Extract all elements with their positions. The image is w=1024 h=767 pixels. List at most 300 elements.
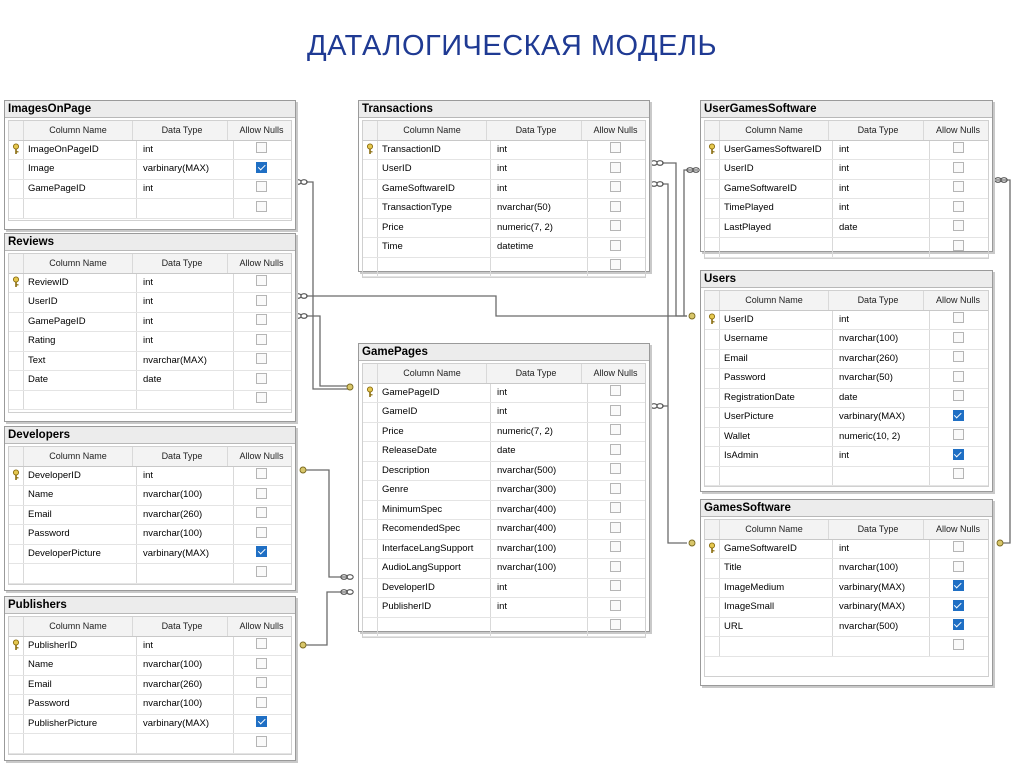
allow-nulls-checkbox[interactable] [610,483,621,494]
row-selector[interactable] [363,501,378,520]
column-name[interactable]: Text [24,352,137,371]
table-row[interactable] [705,350,988,370]
allow-nulls-checkbox[interactable] [953,162,964,173]
data-type[interactable]: varbinary(MAX) [137,715,234,734]
allow-nulls[interactable] [930,199,986,218]
column-name[interactable]: LastPlayed [720,219,833,238]
row-selector[interactable] [9,695,24,714]
table-row[interactable] [9,525,291,545]
column-name[interactable]: PublisherPicture [24,715,137,734]
allow-nulls-checkbox[interactable] [610,385,621,396]
column-name[interactable]: DeveloperID [378,579,491,598]
table-publishers[interactable] [4,596,296,761]
column-name[interactable]: TransactionType [378,199,491,218]
data-type[interactable]: int [137,141,234,160]
row-selector[interactable] [363,141,378,160]
allow-nulls[interactable] [930,311,986,330]
column-name[interactable]: DeveloperPicture [24,545,137,564]
column-name[interactable]: RegistrationDate [720,389,833,408]
column-name[interactable]: Name [24,656,137,675]
row-selector[interactable] [9,545,24,564]
table-row[interactable] [363,384,645,404]
column-name[interactable]: Name [24,486,137,505]
table-gamepages[interactable] [358,343,650,632]
allow-nulls[interactable] [930,428,986,447]
row-selector[interactable] [705,369,720,388]
allow-nulls[interactable] [588,579,643,598]
data-type[interactable] [833,637,930,656]
allow-nulls[interactable] [930,447,986,466]
table-row[interactable] [363,160,645,180]
allow-nulls-checkbox[interactable] [953,351,964,362]
table-row[interactable] [705,330,988,350]
allow-nulls-checkbox[interactable] [610,463,621,474]
column-name[interactable]: UserID [720,311,833,330]
row-selector[interactable] [705,199,720,218]
row-selector[interactable] [363,403,378,422]
table-row[interactable] [363,199,645,219]
data-type[interactable]: int [137,637,234,656]
row-selector[interactable] [9,676,24,695]
row-selector[interactable] [705,428,720,447]
data-type[interactable]: int [833,160,930,179]
allow-nulls-checkbox[interactable] [610,405,621,416]
allow-nulls-checkbox[interactable] [953,181,964,192]
allow-nulls[interactable] [588,403,643,422]
allow-nulls[interactable] [588,238,643,257]
table-row[interactable] [9,506,291,526]
allow-nulls[interactable] [930,559,986,578]
column-name[interactable]: ReviewID [24,274,137,293]
data-type[interactable]: nvarchar(100) [833,559,930,578]
allow-nulls[interactable] [234,160,289,179]
allow-nulls-checkbox[interactable] [953,429,964,440]
allow-nulls[interactable] [588,501,643,520]
table-row[interactable] [705,141,988,161]
table-row[interactable] [9,160,291,180]
table-gamessoftware[interactable] [700,499,993,686]
data-type[interactable]: int [491,598,588,617]
row-selector[interactable] [705,350,720,369]
data-type[interactable]: int [833,540,930,559]
allow-nulls[interactable] [234,352,289,371]
allow-nulls[interactable] [930,637,986,656]
data-type[interactable]: date [491,442,588,461]
column-name[interactable]: Email [24,506,137,525]
column-name[interactable] [720,467,833,486]
column-name[interactable] [720,637,833,656]
table-row[interactable] [363,180,645,200]
allow-nulls[interactable] [234,637,289,656]
data-type[interactable] [137,199,234,218]
column-name[interactable]: PublisherID [24,637,137,656]
row-selector[interactable] [705,311,720,330]
row-selector[interactable] [363,442,378,461]
table-row[interactable] [363,559,645,579]
allow-nulls[interactable] [588,618,643,637]
data-type[interactable]: int [137,313,234,332]
allow-nulls-checkbox[interactable] [610,162,621,173]
column-name[interactable]: GamePageID [378,384,491,403]
allow-nulls-checkbox[interactable] [256,566,267,577]
column-name[interactable]: UserID [720,160,833,179]
data-type[interactable] [491,618,588,637]
data-type[interactable]: int [137,332,234,351]
row-selector[interactable] [9,332,24,351]
allow-nulls[interactable] [588,520,643,539]
column-name[interactable] [24,564,137,583]
row-selector[interactable] [705,408,720,427]
column-name[interactable]: InterfaceLangSupport [378,540,491,559]
table-row[interactable] [363,579,645,599]
column-name[interactable]: ImageOnPageID [24,141,137,160]
allow-nulls-checkbox[interactable] [610,220,621,231]
allow-nulls[interactable] [588,540,643,559]
allow-nulls-checkbox[interactable] [610,181,621,192]
allow-nulls-checkbox[interactable] [610,240,621,251]
row-selector[interactable] [9,352,24,371]
row-selector[interactable] [9,160,24,179]
allow-nulls[interactable] [930,180,986,199]
row-selector[interactable] [705,579,720,598]
allow-nulls-checkbox[interactable] [610,259,621,270]
table-row[interactable] [9,695,291,715]
column-name[interactable] [720,238,833,257]
allow-nulls-checkbox[interactable] [256,677,267,688]
allow-nulls-checkbox[interactable] [953,619,964,630]
allow-nulls-checkbox[interactable] [953,600,964,611]
table-row[interactable] [9,274,291,294]
allow-nulls[interactable] [234,695,289,714]
table-row[interactable] [363,501,645,521]
data-type[interactable]: numeric(7, 2) [491,423,588,442]
allow-nulls-checkbox[interactable] [256,716,267,727]
column-name[interactable]: Price [378,423,491,442]
data-type[interactable] [833,238,930,257]
table-row[interactable] [705,180,988,200]
row-selector[interactable] [9,180,24,199]
table-row[interactable] [363,520,645,540]
allow-nulls-checkbox[interactable] [610,522,621,533]
allow-nulls[interactable] [588,199,643,218]
table-row[interactable] [363,481,645,501]
row-selector[interactable] [363,598,378,617]
row-selector[interactable] [363,559,378,578]
allow-nulls[interactable] [234,332,289,351]
allow-nulls-checkbox[interactable] [610,502,621,513]
table-title[interactable]: UserGamesSoftware [701,101,992,118]
data-type[interactable]: int [491,384,588,403]
allow-nulls[interactable] [930,160,986,179]
allow-nulls-checkbox[interactable] [256,314,267,325]
allow-nulls-checkbox[interactable] [953,312,964,323]
row-selector[interactable] [705,637,720,656]
allow-nulls-checkbox[interactable] [256,392,267,403]
table-row[interactable] [705,447,988,467]
data-type[interactable] [137,734,234,753]
allow-nulls-checkbox[interactable] [256,275,267,286]
allow-nulls-checkbox[interactable] [953,240,964,251]
table-row[interactable] [9,656,291,676]
row-selector[interactable] [363,219,378,238]
allow-nulls[interactable] [234,467,289,486]
allow-nulls[interactable] [234,676,289,695]
table-row[interactable] [363,258,645,278]
data-type[interactable]: nvarchar(260) [137,676,234,695]
table-row[interactable] [9,391,291,411]
table-row[interactable] [9,313,291,333]
data-type[interactable]: nvarchar(260) [137,506,234,525]
table-row[interactable] [9,545,291,565]
data-type[interactable]: nvarchar(100) [833,330,930,349]
column-name[interactable]: TransactionID [378,141,491,160]
allow-nulls[interactable] [234,715,289,734]
allow-nulls[interactable] [234,199,289,218]
allow-nulls-checkbox[interactable] [256,181,267,192]
row-selector[interactable] [705,540,720,559]
row-selector[interactable] [705,180,720,199]
column-name[interactable]: RecomendedSpec [378,520,491,539]
table-title[interactable]: ImagesOnPage [5,101,295,118]
column-name[interactable]: Title [720,559,833,578]
row-selector[interactable] [363,579,378,598]
allow-nulls[interactable] [588,180,643,199]
data-type[interactable]: int [491,180,588,199]
allow-nulls-checkbox[interactable] [256,658,267,669]
allow-nulls[interactable] [234,274,289,293]
allow-nulls[interactable] [234,293,289,312]
table-transactions[interactable] [358,100,650,272]
data-type[interactable]: nvarchar(100) [491,540,588,559]
allow-nulls[interactable] [588,559,643,578]
allow-nulls[interactable] [588,384,643,403]
table-row[interactable] [363,618,645,638]
column-name[interactable]: Password [24,525,137,544]
allow-nulls-checkbox[interactable] [953,468,964,479]
allow-nulls[interactable] [234,313,289,332]
column-name[interactable]: UserID [378,160,491,179]
data-type[interactable]: varbinary(MAX) [137,160,234,179]
allow-nulls-checkbox[interactable] [953,371,964,382]
data-type[interactable]: datetime [491,238,588,257]
row-selector[interactable] [705,238,720,257]
row-selector[interactable] [705,467,720,486]
allow-nulls-checkbox[interactable] [256,697,267,708]
data-type[interactable]: int [833,311,930,330]
table-row[interactable] [705,598,988,618]
row-selector[interactable] [705,447,720,466]
table-row[interactable] [705,311,988,331]
data-type[interactable]: nvarchar(100) [491,559,588,578]
allow-nulls[interactable] [234,506,289,525]
table-row[interactable] [705,199,988,219]
column-name[interactable] [24,391,137,410]
allow-nulls[interactable] [930,467,986,486]
table-row[interactable] [9,676,291,696]
data-type[interactable] [137,564,234,583]
allow-nulls-checkbox[interactable] [953,561,964,572]
table-row[interactable] [363,598,645,618]
data-type[interactable]: int [833,447,930,466]
column-name[interactable]: MinimumSpec [378,501,491,520]
row-selector[interactable] [9,141,24,160]
data-type[interactable] [137,391,234,410]
column-name[interactable]: Genre [378,481,491,500]
table-row[interactable] [9,715,291,735]
table-row[interactable] [705,540,988,560]
row-selector[interactable] [9,274,24,293]
table-row[interactable] [705,408,988,428]
column-name[interactable]: GamePageID [24,313,137,332]
row-selector[interactable] [705,598,720,617]
data-type[interactable]: nvarchar(300) [491,481,588,500]
row-selector[interactable] [363,238,378,257]
column-name[interactable]: GameID [378,403,491,422]
column-name[interactable]: UserGamesSoftwareID [720,141,833,160]
allow-nulls-checkbox[interactable] [256,507,267,518]
column-name[interactable]: UserID [24,293,137,312]
table-row[interactable] [705,467,988,487]
allow-nulls-checkbox[interactable] [953,580,964,591]
allow-nulls[interactable] [930,238,986,257]
column-name[interactable]: ReleaseDate [378,442,491,461]
column-name[interactable]: TimePlayed [720,199,833,218]
allow-nulls[interactable] [930,369,986,388]
allow-nulls-checkbox[interactable] [953,541,964,552]
allow-nulls-checkbox[interactable] [610,561,621,572]
data-type[interactable]: nvarchar(MAX) [137,352,234,371]
data-type[interactable]: nvarchar(50) [833,369,930,388]
table-title[interactable]: Reviews [5,234,295,251]
allow-nulls[interactable] [234,180,289,199]
table-row[interactable] [9,734,291,754]
table-row[interactable] [9,564,291,584]
data-type[interactable]: nvarchar(260) [833,350,930,369]
data-type[interactable]: int [491,141,588,160]
allow-nulls[interactable] [588,462,643,481]
allow-nulls[interactable] [930,598,986,617]
data-type[interactable]: nvarchar(400) [491,501,588,520]
column-name[interactable]: Username [720,330,833,349]
table-row[interactable] [9,199,291,219]
allow-nulls-checkbox[interactable] [610,444,621,455]
column-name[interactable]: Wallet [720,428,833,447]
table-row[interactable] [363,219,645,239]
allow-nulls[interactable] [930,579,986,598]
column-name[interactable]: PublisherID [378,598,491,617]
data-type[interactable]: int [137,467,234,486]
allow-nulls-checkbox[interactable] [256,373,267,384]
data-type[interactable]: varbinary(MAX) [833,408,930,427]
row-selector[interactable] [363,180,378,199]
row-selector[interactable] [9,486,24,505]
data-type[interactable]: int [491,579,588,598]
row-selector[interactable] [363,258,378,277]
table-row[interactable] [705,559,988,579]
row-selector[interactable] [705,559,720,578]
row-selector[interactable] [9,391,24,410]
table-row[interactable] [9,180,291,200]
data-type[interactable]: nvarchar(100) [137,486,234,505]
allow-nulls[interactable] [234,525,289,544]
data-type[interactable]: nvarchar(50) [491,199,588,218]
table-users[interactable] [700,270,993,492]
data-type[interactable]: varbinary(MAX) [137,545,234,564]
table-title[interactable]: Publishers [5,597,295,614]
allow-nulls[interactable] [930,141,986,160]
table-row[interactable] [363,540,645,560]
allow-nulls-checkbox[interactable] [610,541,621,552]
allow-nulls[interactable] [588,442,643,461]
allow-nulls-checkbox[interactable] [610,201,621,212]
row-selector[interactable] [9,715,24,734]
allow-nulls[interactable] [588,598,643,617]
table-row[interactable] [705,618,988,638]
row-selector[interactable] [9,371,24,390]
allow-nulls-checkbox[interactable] [256,468,267,479]
column-name[interactable]: GameSoftwareID [378,180,491,199]
data-type[interactable]: int [491,160,588,179]
allow-nulls-checkbox[interactable] [953,220,964,231]
row-selector[interactable] [705,330,720,349]
table-row[interactable] [363,141,645,161]
table-row[interactable] [9,332,291,352]
data-type[interactable]: varbinary(MAX) [833,598,930,617]
allow-nulls-checkbox[interactable] [610,424,621,435]
table-row[interactable] [705,428,988,448]
allow-nulls-checkbox[interactable] [953,142,964,153]
allow-nulls[interactable] [234,656,289,675]
allow-nulls[interactable] [234,564,289,583]
data-type[interactable]: nvarchar(100) [137,695,234,714]
data-type[interactable]: int [137,274,234,293]
data-type[interactable]: int [137,180,234,199]
allow-nulls[interactable] [930,389,986,408]
data-type[interactable]: nvarchar(500) [833,618,930,637]
column-name[interactable]: ImageMedium [720,579,833,598]
column-name[interactable] [378,258,491,277]
allow-nulls-checkbox[interactable] [256,527,267,538]
table-row[interactable] [705,389,988,409]
row-selector[interactable] [9,525,24,544]
column-name[interactable]: GameSoftwareID [720,180,833,199]
data-type[interactable]: int [833,199,930,218]
row-selector[interactable] [705,219,720,238]
row-selector[interactable] [9,199,24,218]
row-selector[interactable] [363,618,378,637]
row-selector[interactable] [9,293,24,312]
column-name[interactable]: Password [24,695,137,714]
table-row[interactable] [363,238,645,258]
table-row[interactable] [363,403,645,423]
data-type[interactable]: int [137,293,234,312]
row-selector[interactable] [9,656,24,675]
allow-nulls-checkbox[interactable] [256,295,267,306]
data-type[interactable]: varbinary(MAX) [833,579,930,598]
table-imagesonpage[interactable] [4,100,296,230]
allow-nulls-checkbox[interactable] [953,410,964,421]
allow-nulls[interactable] [234,391,289,410]
data-type[interactable]: int [833,180,930,199]
allow-nulls[interactable] [588,219,643,238]
allow-nulls-checkbox[interactable] [256,334,267,345]
column-name[interactable]: AudioLangSupport [378,559,491,578]
allow-nulls[interactable] [930,618,986,637]
row-selector[interactable] [705,141,720,160]
table-title[interactable]: GamePages [359,344,649,361]
column-name[interactable]: Image [24,160,137,179]
allow-nulls-checkbox[interactable] [256,546,267,557]
